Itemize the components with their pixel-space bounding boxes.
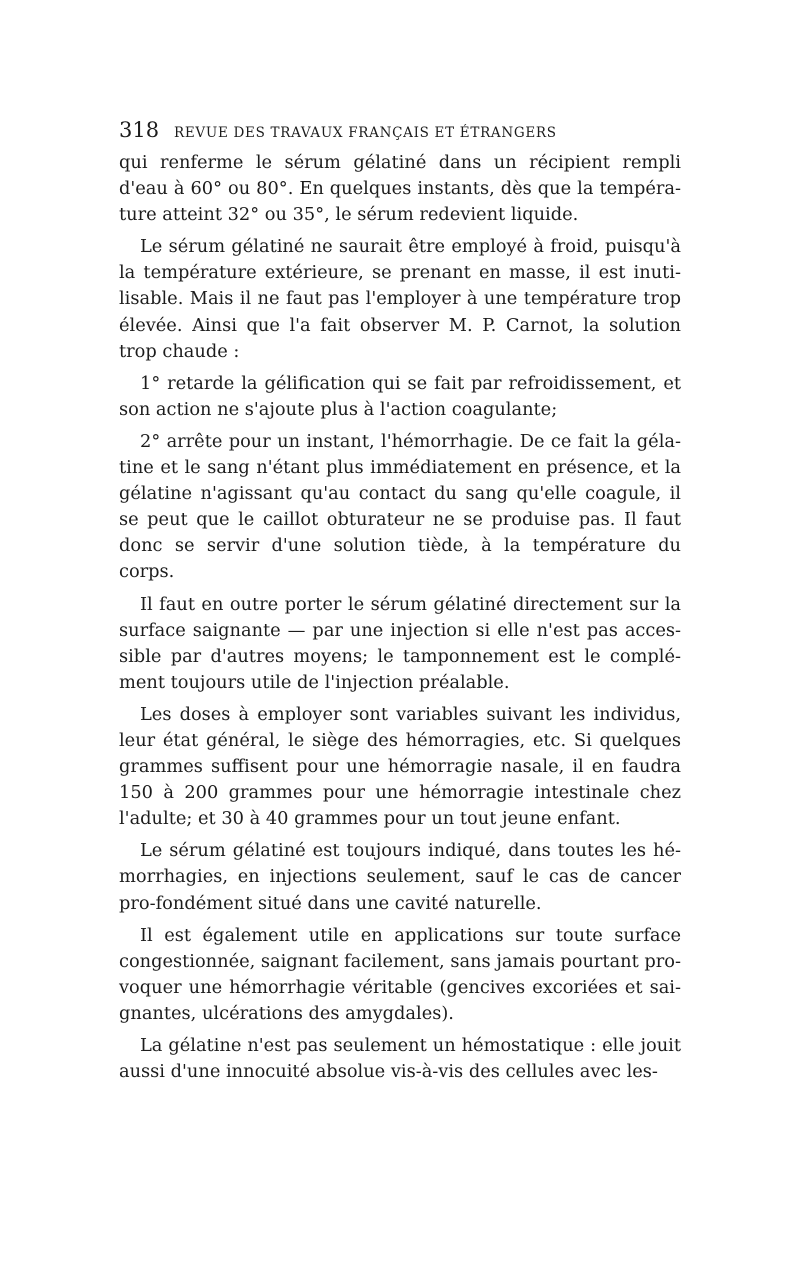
running-head (119, 118, 681, 148)
document-page (119, 118, 681, 1085)
paragraph-application: Il faut en outre porter le sérum gélatiné directement sur la surface saignante — par une injection si elle n'est pas acces-sible par d'autres moyens; le tamponnement est le complé-ment toujours utile de l'injection préalable. (119, 593, 681, 693)
journal-title: REVUE DES TRAVAUX FRANÇAIS ET ÉTRANGERS (174, 125, 557, 141)
list-item-2: 2° arrête pour un instant, l'hémorrhagie. De ce fait la géla-tine et le sang n'étant plus immédiatement en présence, et la gélatine n'agissant qu'au contact du sang qu'elle coagule, il se peut que le caillot obturateur ne se produise pas. Il faut donc se servir d'une solution tiède, à la température du corps. (119, 430, 681, 583)
paragraph-continuation: qui renferme le sérum gélatiné dans un récipient rempli d'eau à 60° ou 80°. En quelques instants, dès que la tempéra-ture atteint 32° ou 35°, le sérum redevient liquide. (119, 152, 681, 226)
paragraph-surface-use: Il est également utile en applications sur toute surface congestionnée, saignant facilement, sans jamais pourtant pro-voquer une hémorrhagie véritable (gencives excoriées et sai-gnantes, ulcérations des amygdales). (119, 924, 681, 1024)
page-number: 318 (119, 118, 160, 142)
paragraph-indications: Le sérum gélatiné est toujours indiqué, dans toutes les hé-morrhagies, en injections seulement, sauf le cas de cancer pro-fondément situé dans une cavité naturelle. (119, 840, 681, 914)
paragraph-doses: Les doses à employer sont variables suivant les individus, leur état général, le siège des hémorragies, etc. Si quelques grammes suffisent pour une hémorragie nasale, il en faudra 150 à 200 grammes pour une hémorragie intestinale chez l'adulte; et 30 à 40 grammes pour un tout jeune enfant. (119, 703, 681, 830)
paragraph-innocuity: La gélatine n'est pas seulement un hémostatique : elle jouit aussi d'une innocuité absolue vis-à-vis des cellules avec les- (119, 1035, 681, 1083)
paragraph-cold-serum: Le sérum gélatiné ne saurait être employé à froid, puisqu'à la température extérieure, se prenant en masse, il est inuti-lisable. Mais il ne faut pas l'employer à une température trop élevée. Ainsi que l'a fait observer M. P. Carnot, la solution trop chaude : (119, 236, 681, 362)
list-item-1: 1° retarde la gélification qui se fait par refroidissement, et son action ne s'ajoute plus à l'action coagulante; (119, 372, 681, 420)
